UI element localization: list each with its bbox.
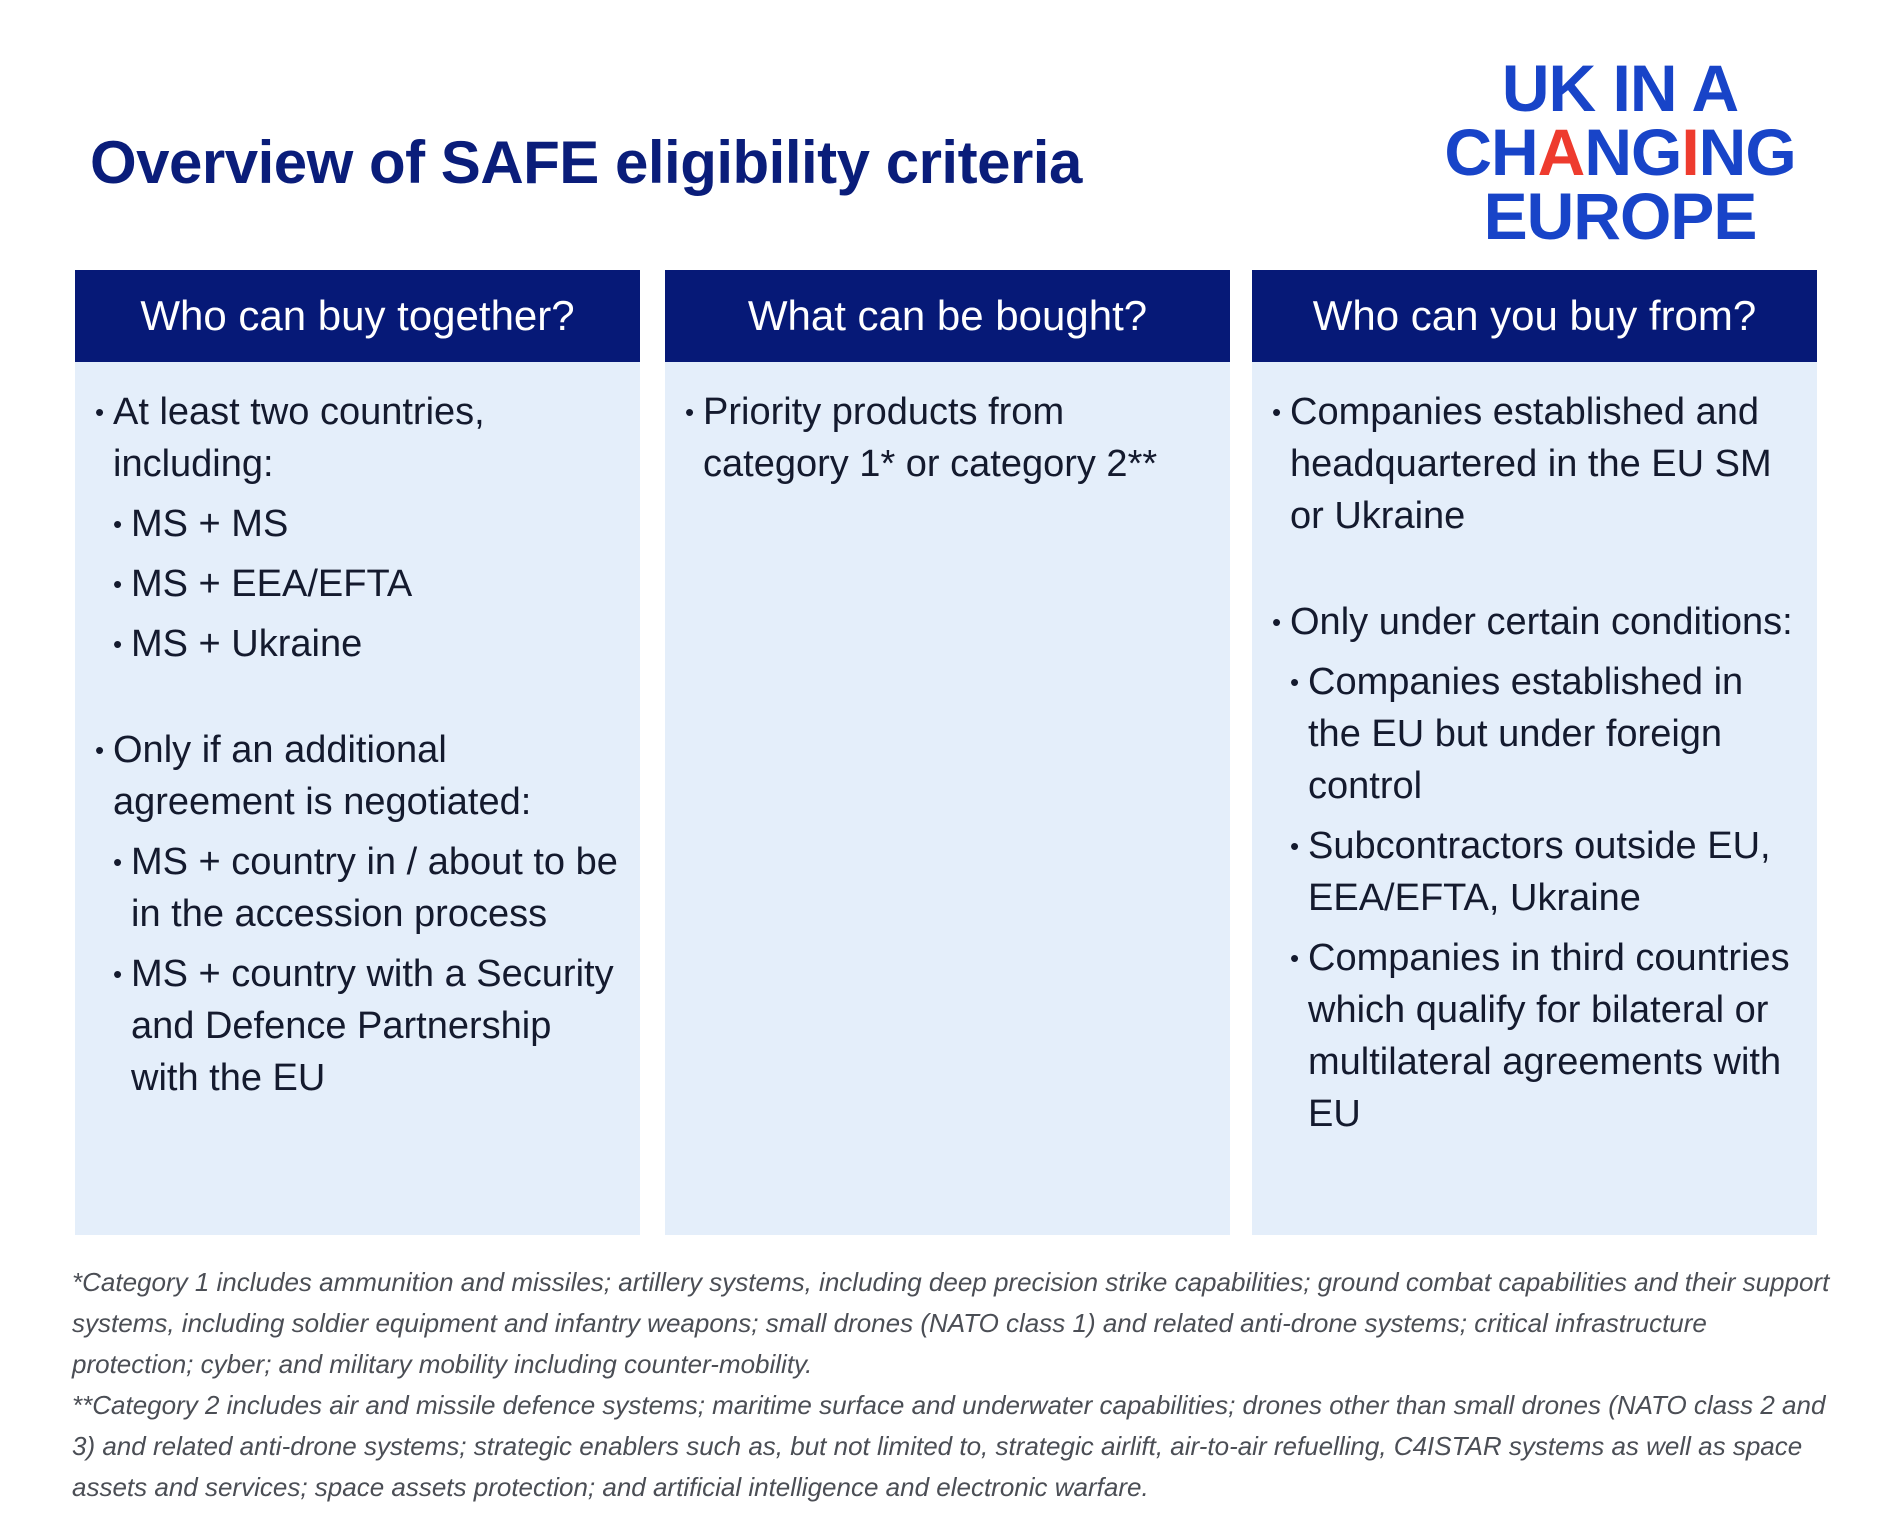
- column-body: [1252, 362, 1817, 1140]
- sub-bullet-item: • Companies established in the EU but under foreign control: [1290, 656, 1797, 812]
- bullet-item: • Only under certain conditions:: [1272, 596, 1797, 648]
- column-header: Who can you buy from?: [1252, 270, 1817, 362]
- bullet-item: • At least two countries, including:: [95, 386, 620, 490]
- footnote-category-1: *Category 1 includes ammunition and missiles; artillery systems, including deep precision strike capabilities; ground combat capabilities and their support systems, including soldier equipment and infantry weapons; small drones (NATO class 1) and related anti-drone systems; critical infrastructure protection; cyber; and military mobility including counter-mobility.: [72, 1267, 1830, 1379]
- column-body: [75, 362, 640, 1104]
- sub-bullet-item: • MS + country in / about to be in the accession process: [113, 836, 620, 940]
- footnotes: [72, 1262, 1832, 1508]
- bullet-item: • Only if an additional agreement is negotiated:: [95, 724, 620, 828]
- column-body: [665, 362, 1230, 490]
- sub-bullet-item: • Subcontractors outside EU, EEA/EFTA, Ukraine: [1290, 820, 1797, 924]
- sub-bullet-item: • Companies in third countries which qualify for bilateral or multilateral agreements with EU: [1290, 932, 1797, 1140]
- bullet-item: • Companies established and headquartered in the EU SM or Ukraine: [1272, 386, 1797, 542]
- page-title: Overview of SAFE eligibility criteria: [90, 129, 1082, 196]
- logo-line-3: EUROPE: [1483, 179, 1757, 253]
- column-header: Who can buy together?: [75, 270, 640, 362]
- column-header: What can be bought?: [665, 270, 1230, 362]
- footnote-category-2: **Category 2 includes air and missile defence systems; maritime surface and underwater capabilities; drones other than small drones (NATO class 2 and 3) and related anti-drone systems; strategic enablers such as, but not limited to, strategic airlift, air-to-air refuelling, C4ISTAR systems as well as space assets and services; space assets protection; and artificial intelligence and electronic warfare.: [72, 1390, 1826, 1502]
- sub-bullet-item: • MS + country with a Security and Defence Partnership with the EU: [113, 948, 620, 1104]
- uk-in-a-changing-europe-logo: [1410, 51, 1830, 253]
- column-who-can-you-buy-from: [1252, 270, 1817, 1235]
- logo-line-2: CHANGING: [1444, 115, 1796, 189]
- sub-bullet-item: • MS + EEA/EFTA: [113, 558, 620, 610]
- sub-bullet-item: • MS + MS: [113, 498, 620, 550]
- logo-line-1: UK IN A: [1501, 51, 1739, 125]
- column-what-can-be-bought: [665, 270, 1230, 1235]
- bullet-item: • Priority products from category 1* or category 2**: [685, 386, 1210, 490]
- column-who-can-buy-together: [75, 270, 640, 1235]
- sub-bullet-item: • MS + Ukraine: [113, 618, 620, 670]
